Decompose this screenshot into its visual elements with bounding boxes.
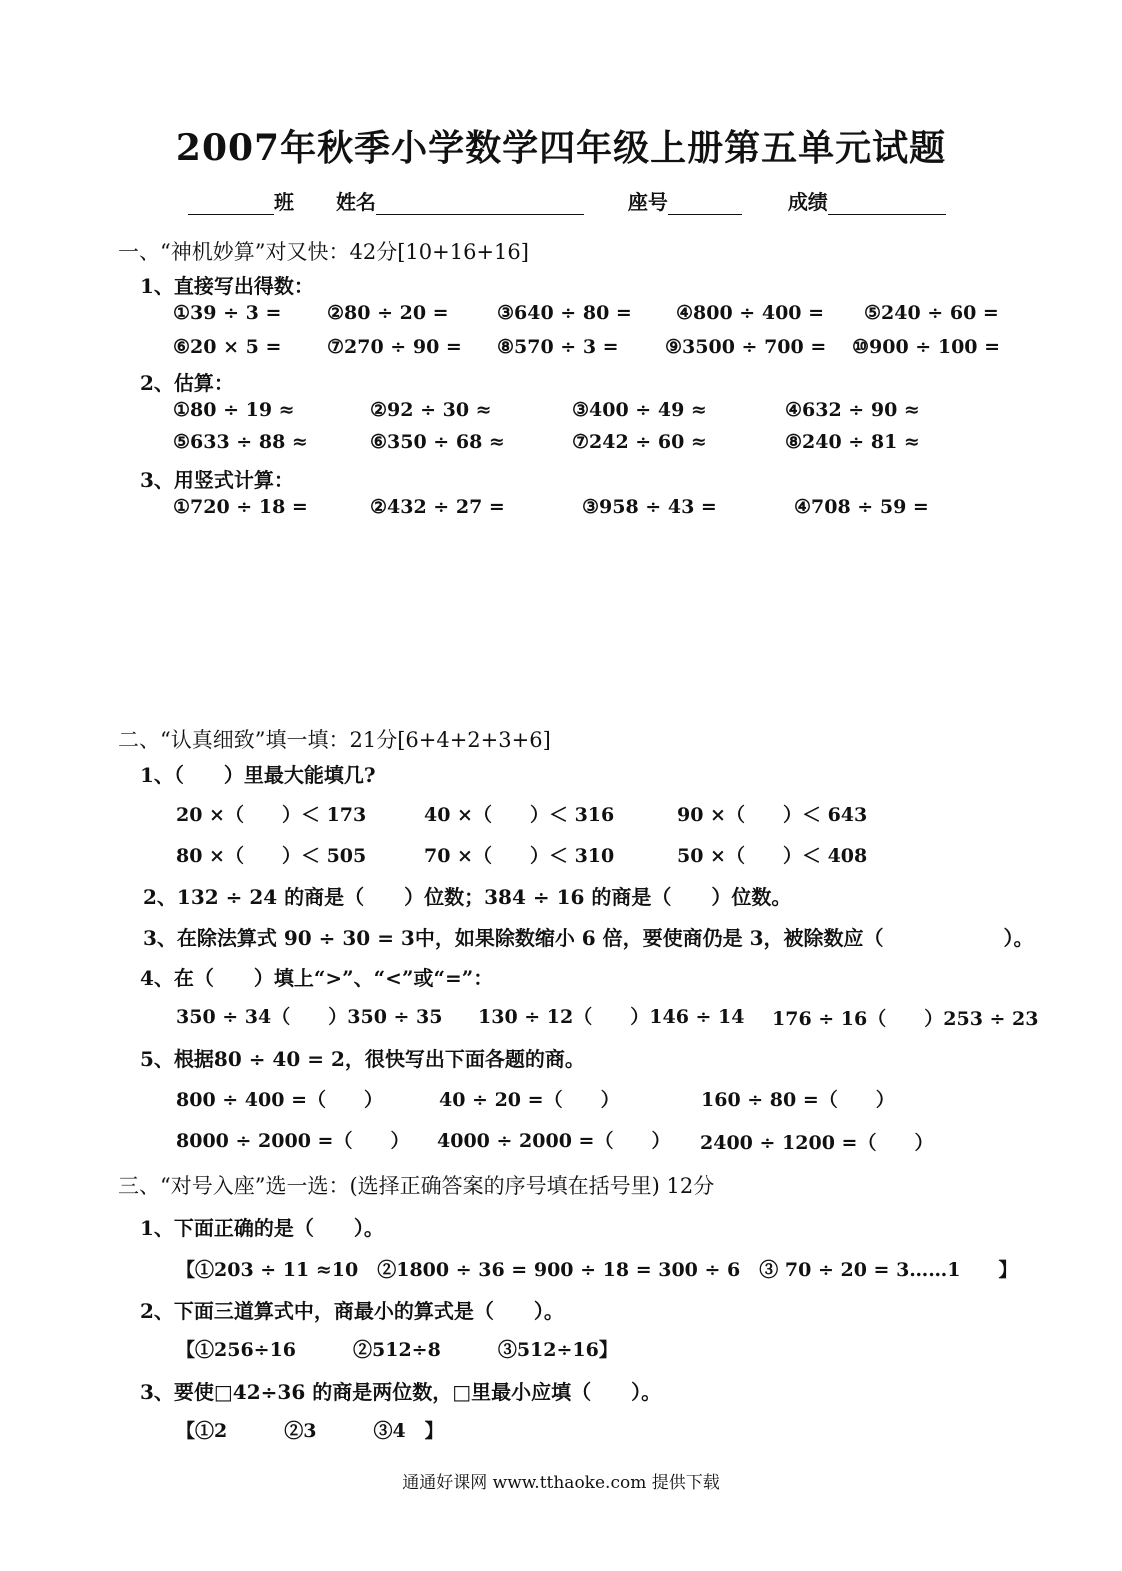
s3-q3-options: 【①2 ②3 ③4 】 [176, 1420, 444, 1442]
s2-q1-label: 1、（ ）里最大能填几? [140, 763, 376, 787]
s3-q2-options: 【①256÷16 ②512÷8 ③512÷16】 [176, 1339, 618, 1361]
s2-q2: 2、132 ÷ 24 的商是（ ）位数；384 ÷ 16 的商是（ ）位数。 [143, 885, 792, 909]
seat-label: 座号 [627, 190, 668, 214]
s1-q1-item: ⑩900 ÷ 100 = [852, 336, 1001, 358]
seat-blank[interactable] [668, 190, 742, 215]
s3-q2-label: 2、下面三道算式中，商最小的算式是（ ）。 [140, 1299, 564, 1323]
s1-q3-item: ①720 ÷ 18 = [173, 496, 308, 518]
s1-q1-item: ⑦270 ÷ 90 = [327, 336, 462, 358]
s2-q5-item: 2400 ÷ 1200 =（ ） [700, 1132, 934, 1154]
s3-q1-label: 1、下面正确的是（ ）。 [140, 1216, 384, 1240]
s2-q4-item: 176 ÷ 16（ ）253 ÷ 23 [772, 1008, 1039, 1030]
s1-q2-item: ①80 ÷ 19 ≈ [173, 399, 295, 421]
s2-q1-item: 70 ×（ ）＜ 310 [424, 845, 615, 867]
s1-q2-item: ⑤633 ÷ 88 ≈ [173, 431, 308, 453]
s3-q1-options: 【①203 ÷ 11 ≈10 ②1800 ÷ 36 = 900 ÷ 18 = 300 ÷ 6 ③ 70 ÷ 20 = 3……1 】 [176, 1259, 1018, 1281]
s2-q5-item: 40 ÷ 20 =（ ） [439, 1089, 620, 1111]
s1-q2-item: ⑧240 ÷ 81 ≈ [785, 431, 920, 453]
s1-q2-item: ⑦242 ÷ 60 ≈ [572, 431, 707, 453]
s1-q1-item: ⑧570 ÷ 3 = [497, 336, 619, 358]
s2-q5-item: 8000 ÷ 2000 =（ ） [176, 1130, 410, 1152]
s2-q1-item: 40 ×（ ）＜ 316 [424, 804, 615, 826]
s1-q2-item: ②92 ÷ 30 ≈ [370, 399, 492, 421]
s1-q2-item: ③400 ÷ 49 ≈ [572, 399, 707, 421]
s2-q3: 3、在除法算式 90 ÷ 30 = 3中，如果除数缩小 6 倍，要使商仍是 3，被除数应（ ）。 [143, 926, 1034, 950]
name-label: 姓名 [335, 190, 376, 214]
s1-q1-item: ⑨3500 ÷ 700 = [665, 336, 827, 358]
s1-q3-label: 3、用竖式计算： [140, 468, 294, 492]
name-blank[interactable] [376, 190, 584, 215]
s1-q2-label: 2、估算： [140, 371, 234, 395]
section1-heading: 一、“神机妙算”对又快：42分[10+16+16] [118, 240, 529, 264]
section3-heading: 三、“对号入座”选一选：(选择正确答案的序号填在括号里) 12分 [118, 1174, 715, 1198]
s1-q3-item: ②432 ÷ 27 = [370, 496, 505, 518]
s1-q2-item: ⑥350 ÷ 68 ≈ [370, 431, 505, 453]
s2-q4-label: 4、在（ ）填上“>”、“<”或“=”： [140, 966, 494, 990]
s2-q4-item: 130 ÷ 12（ ）146 ÷ 14 [478, 1006, 745, 1028]
s2-q1-item: 90 ×（ ）＜ 643 [677, 804, 868, 826]
s2-q5-item: 4000 ÷ 2000 =（ ） [437, 1130, 671, 1152]
s1-q3-item: ④708 ÷ 59 = [794, 496, 929, 518]
s2-q1-item: 80 ×（ ）＜ 505 [176, 845, 367, 867]
s2-q5-label: 5、根据80 ÷ 40 = 2，很快写出下面各题的商。 [140, 1047, 585, 1071]
s1-q1-item: ⑥20 × 5 = [173, 336, 282, 358]
section2-heading: 二、“认真细致”填一填：21分[6+4+2+3+6] [118, 728, 551, 752]
score-label: 成绩 [787, 190, 828, 214]
s1-q1-item: ①39 ÷ 3 = [173, 302, 282, 324]
s2-q1-item: 50 ×（ ）＜ 408 [677, 845, 868, 867]
s2-q1-item: 20 ×（ ）＜ 173 [176, 804, 367, 826]
page-title: 2007年秋季小学数学四年级上册第五单元试题 [175, 127, 947, 169]
s2-q5-item: 800 ÷ 400 =（ ） [176, 1089, 384, 1111]
s1-q1-item: ③640 ÷ 80 = [497, 302, 632, 324]
class-label: 班 [274, 190, 294, 214]
s1-q1-item: ②80 ÷ 20 = [327, 302, 449, 324]
s2-q4-item: 350 ÷ 34（ ）350 ÷ 35 [176, 1006, 443, 1028]
score-blank[interactable] [828, 190, 946, 215]
footer-credit: 通通好课网 www.tthaoke.com 提供下载 [402, 1473, 720, 1493]
s2-q5-item: 160 ÷ 80 =（ ） [701, 1089, 895, 1111]
s1-q1-item: ④800 ÷ 400 = [676, 302, 825, 324]
class-blank[interactable] [188, 190, 274, 215]
s3-q3-label: 3、要使□42÷36 的商是两位数，□里最小应填（ ）。 [140, 1380, 662, 1404]
s1-q1-item: ⑤240 ÷ 60 = [864, 302, 999, 324]
s1-q1-label: 1、直接写出得数： [140, 274, 314, 298]
s1-q2-item: ④632 ÷ 90 ≈ [785, 399, 920, 421]
s1-q3-item: ③958 ÷ 43 = [582, 496, 717, 518]
student-info-line [188, 186, 946, 215]
